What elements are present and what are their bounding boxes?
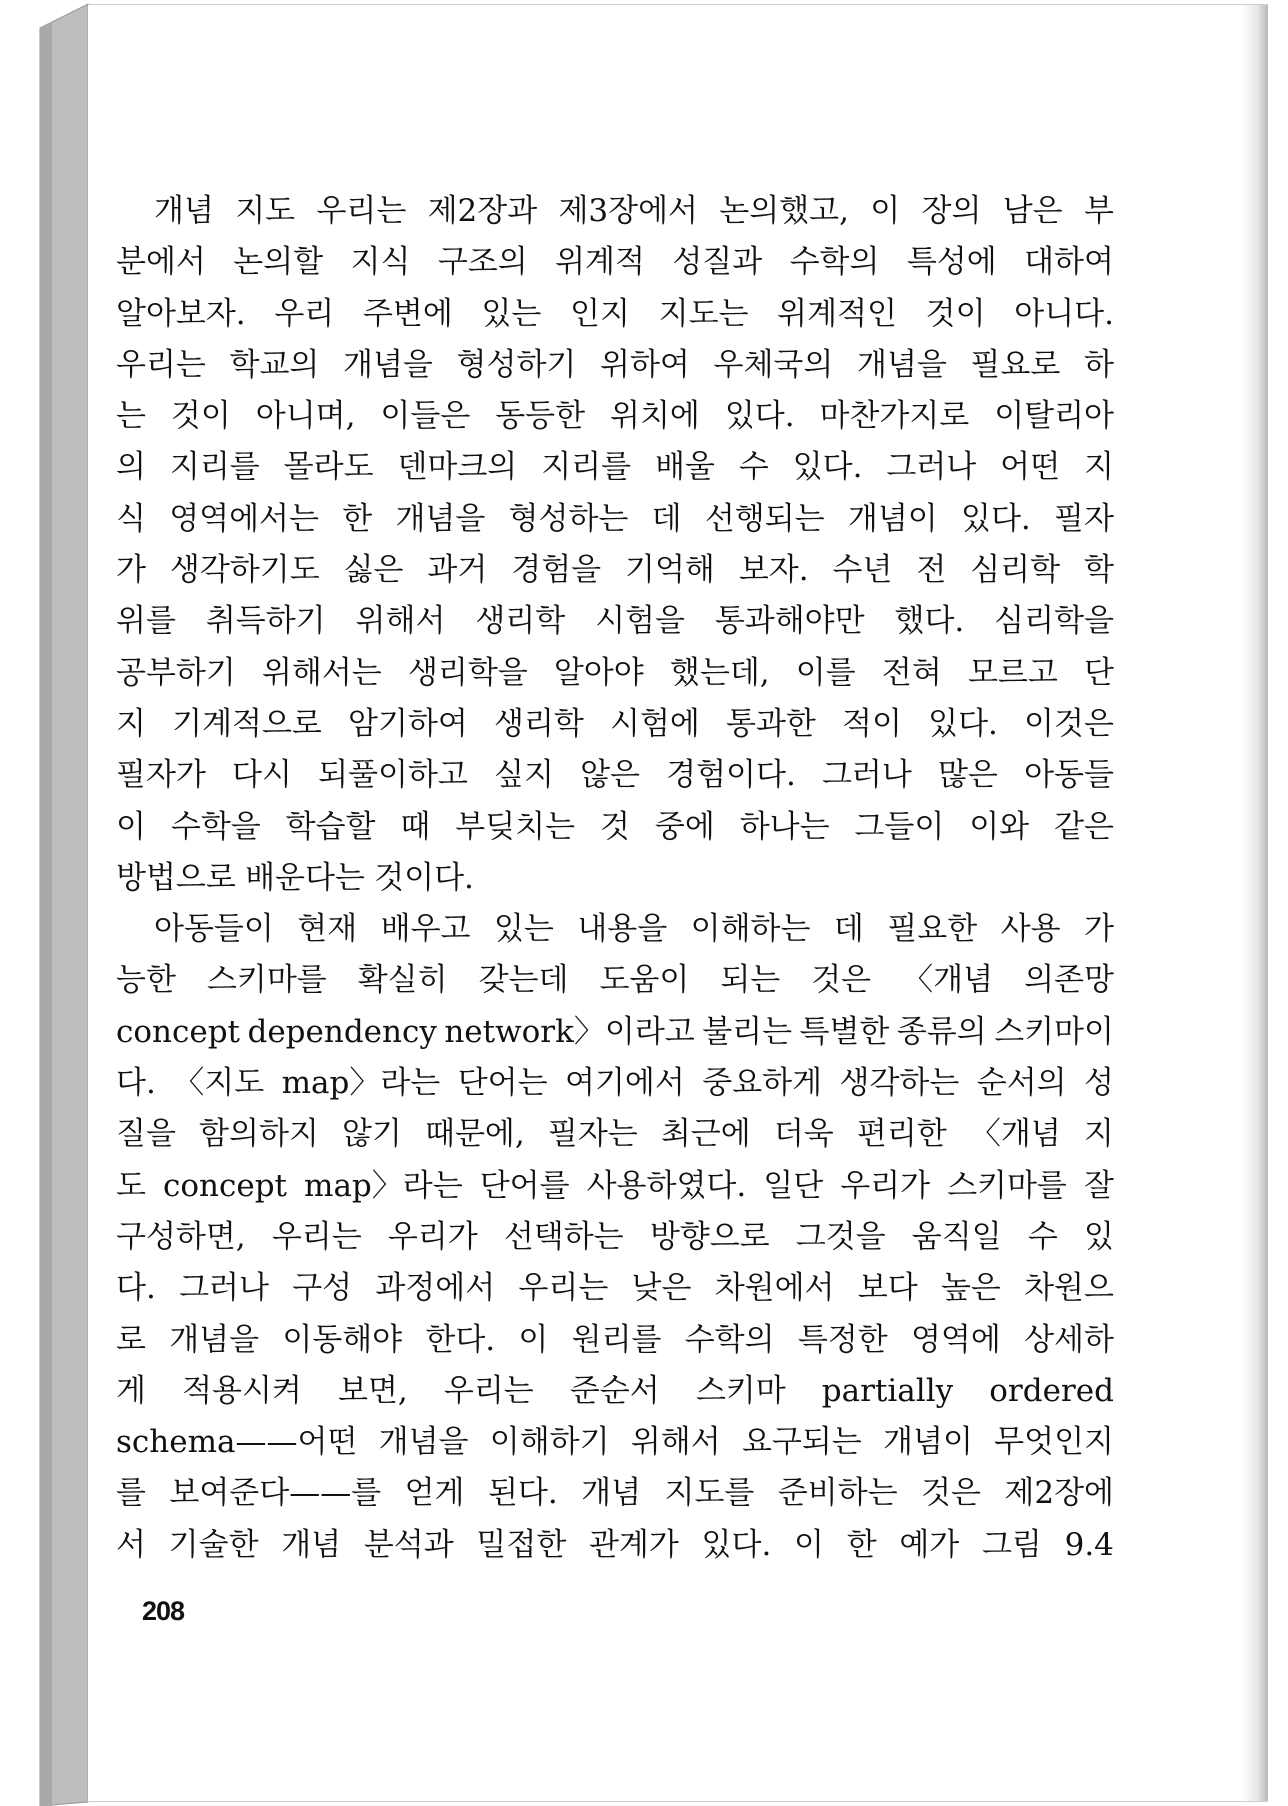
word: 준순서 (569, 1372, 660, 1409)
word: 한 (846, 1526, 877, 1563)
text-line (116, 186, 1114, 237)
text-line (116, 442, 1114, 493)
word: 분에서 (116, 244, 206, 281)
word: 남은 (1002, 193, 1063, 229)
word: 학습할 (285, 808, 376, 845)
word: 제2장에 (1004, 1475, 1114, 1512)
word: 배울 (654, 449, 715, 486)
word: 〈개념 (969, 1116, 1061, 1153)
word: 것이 (170, 398, 231, 435)
word: 필요한 (887, 911, 978, 948)
text-line (116, 1109, 1114, 1160)
word: 불리는 (702, 1013, 793, 1050)
word: 관계가 (588, 1526, 679, 1563)
word: 분석과 (363, 1526, 454, 1563)
word: 중에 (654, 808, 715, 845)
word: 한다. (425, 1321, 496, 1358)
word: 싶지 (494, 757, 554, 794)
word: 의존망 (1024, 962, 1114, 999)
word: 내용을 (577, 911, 668, 948)
word: concept (116, 1013, 240, 1050)
word: 통과한 (726, 705, 816, 742)
text-line (116, 289, 1114, 340)
word: 영역에서는 (169, 500, 319, 537)
word: 가 (116, 552, 146, 589)
word: 개념을 (378, 1424, 469, 1461)
word: 능한 (116, 962, 176, 999)
word: 우리는 (443, 1372, 534, 1409)
word: 방향으로 (649, 1218, 770, 1255)
word: 의 (116, 449, 146, 486)
word: 수년 (832, 552, 893, 589)
word: 사용 (1000, 911, 1061, 948)
word: schema——어떤 (116, 1424, 358, 1461)
word: 준비하는 (777, 1475, 898, 1512)
word: 예가 (899, 1526, 960, 1563)
word: 이 (518, 1321, 549, 1358)
word: 싫은 (343, 552, 404, 589)
word: map〉라는 (281, 1065, 441, 1102)
word: 기억해 (625, 552, 715, 589)
word: 스키마 (695, 1372, 786, 1409)
word: 위해서 (355, 603, 446, 640)
word: 위해서는 (261, 654, 382, 691)
word: 식 (116, 500, 146, 537)
word: 수학의 (789, 244, 880, 281)
text-line (116, 1468, 1114, 1519)
word: 질을 (116, 1116, 176, 1153)
word: 아니다. (1014, 295, 1114, 332)
word: 심리학 (970, 552, 1061, 589)
word: 이 (794, 1526, 824, 1563)
word: 과거 (427, 552, 488, 589)
word: 개념을 (343, 346, 433, 383)
word: 개념이 (847, 500, 938, 537)
word: 우리 (274, 295, 335, 332)
word: dependency (247, 1013, 437, 1050)
word: 잘 (1083, 1167, 1114, 1204)
body-text (116, 186, 1114, 1571)
word: 우리는 (518, 1270, 609, 1307)
text-line (116, 955, 1114, 1006)
word: 필자는 (547, 1116, 638, 1153)
word: 적이 (842, 705, 902, 742)
word: 단어를 (479, 1167, 570, 1204)
word: 게 (116, 1372, 146, 1409)
word: 기계적으로 (172, 705, 322, 742)
book-spine (0, 0, 100, 1806)
word: 논의했고, (719, 193, 849, 229)
word: 지리를 (541, 449, 632, 486)
word: 우리는 (116, 346, 206, 383)
word: 시험에 (610, 705, 700, 742)
word: 개념을 (395, 500, 486, 537)
word: 로 (116, 1321, 146, 1358)
word: 주변에 (362, 295, 453, 332)
word: 영역에 (910, 1321, 1001, 1358)
word: 심리학을 (994, 603, 1114, 640)
word: 개념 (581, 1475, 642, 1512)
word: 이해하기 (489, 1424, 610, 1461)
word: 학교의 (229, 346, 320, 383)
word: 하 (1084, 346, 1114, 383)
word: 것이다. (374, 859, 474, 896)
word: 수 (1027, 1218, 1058, 1255)
word: 선행되는 (704, 500, 825, 537)
word: 위를 (116, 603, 176, 640)
word: 움직일 (911, 1218, 1002, 1255)
word: 논의할 (233, 244, 324, 281)
word: 데 (833, 911, 864, 948)
word: partially (821, 1372, 954, 1409)
word: 동등한 (495, 398, 586, 435)
word: 보면, (338, 1372, 408, 1409)
word: 〈지도 (173, 1065, 265, 1102)
word: 구조의 (437, 244, 528, 281)
word: 얻게 (404, 1475, 465, 1512)
word: 지도를 (664, 1475, 755, 1512)
text-line (116, 340, 1114, 391)
word: 생리학 (475, 603, 566, 640)
word: 않은 (580, 757, 640, 794)
word: 원리를 (571, 1321, 662, 1358)
word: 때문에, (425, 1116, 525, 1153)
word: 보다 (857, 1270, 918, 1307)
word: 그들이 (854, 808, 945, 845)
word: 취득하기 (205, 603, 326, 640)
word: 하나는 (739, 808, 830, 845)
word: 경험이다. (666, 757, 796, 794)
word: 차원으 (1024, 1270, 1114, 1307)
word: 것이 (925, 295, 986, 332)
word: 아동들이 (154, 911, 274, 948)
word: 보자. (738, 552, 809, 589)
word: 가 (1084, 911, 1114, 948)
text-line (116, 494, 1114, 545)
word: 것은 (921, 1475, 981, 1512)
word: 순서의 (976, 1065, 1067, 1102)
word: 그러나 (821, 757, 912, 794)
text-line (116, 596, 1114, 647)
word: 암기하여 (348, 705, 468, 742)
word: 확실히 (357, 962, 448, 999)
word: 지리를 (169, 449, 260, 486)
text-line (116, 1058, 1114, 1109)
word: 중요하게 (702, 1065, 823, 1102)
word: 이들은 (380, 398, 471, 435)
word: 함의하지 (199, 1116, 319, 1153)
word: 위해서 (630, 1424, 721, 1461)
word: 이것은 (1024, 705, 1114, 742)
word: 통과해야만 (714, 603, 865, 640)
word: 아니며, (255, 398, 356, 435)
word: 더욱 (773, 1116, 834, 1153)
word: 덴마크의 (397, 449, 518, 486)
word: 있다. (961, 500, 1031, 537)
word: 구성하면, (116, 1218, 246, 1255)
text-line (116, 1417, 1114, 1468)
word: 위계적 (555, 244, 645, 281)
word: 되는 (720, 962, 781, 999)
word: 기술한 (168, 1526, 259, 1563)
word: 여기에서 (565, 1065, 685, 1102)
word: 마찬가지로 (819, 398, 970, 435)
word: 것은 (811, 962, 872, 999)
word: 전 (916, 552, 947, 589)
word: 개념 (281, 1526, 342, 1563)
word: 높은 (940, 1270, 1001, 1307)
word: 사용하였다. (586, 1167, 747, 1204)
word: concept (163, 1167, 287, 1204)
word: 알아보자. (116, 295, 246, 332)
word: 그러나 (179, 1270, 269, 1307)
word: 수 (738, 449, 769, 486)
word: 보여준다——를 (169, 1475, 382, 1512)
word: 그것을 (795, 1218, 886, 1255)
word: 지도 (235, 193, 296, 229)
word: 있는 (493, 911, 554, 948)
page-edge-shadow (1242, 5, 1268, 1801)
word: 장의 (921, 193, 982, 229)
word: 제2장과 (427, 193, 538, 229)
text-line (116, 1315, 1114, 1366)
word: 최근에 (660, 1116, 751, 1153)
word: 생리학을 (407, 654, 528, 691)
word: 않기 (341, 1116, 402, 1153)
word: 현재 (297, 911, 358, 948)
word: 있 (1083, 1218, 1114, 1255)
word: 모르고 (967, 654, 1058, 691)
word: 위치에 (610, 398, 700, 435)
word: 개념 (154, 193, 214, 229)
word: 지 (116, 705, 146, 742)
word: 공부하기 (116, 654, 236, 691)
word: map〉라는 (304, 1167, 463, 1204)
word: 단 (1083, 654, 1114, 691)
word: 배운다는 (245, 859, 365, 896)
word: 는 (116, 398, 146, 435)
word: 필요로 (970, 346, 1061, 383)
word: 했는데, (669, 654, 770, 691)
word: network〉이라고 (444, 1013, 695, 1050)
word: 배우고 (380, 911, 471, 948)
word: 방법으로 (116, 859, 236, 896)
word: 있다. (701, 1526, 772, 1563)
word: 이를 (795, 654, 856, 691)
word: 성질과 (672, 244, 763, 281)
word: 이탈리아 (994, 398, 1114, 435)
word: 부 (1083, 193, 1114, 229)
word: 성 (1084, 1065, 1114, 1102)
word: 시험을 (595, 603, 685, 640)
text-line (116, 237, 1114, 288)
word: 도 (116, 1167, 146, 1204)
word: 일단 (763, 1167, 824, 1204)
word: 우리가 (387, 1218, 478, 1255)
text-line (116, 391, 1114, 442)
word: 낮은 (631, 1270, 692, 1307)
word: 무엇인지 (994, 1424, 1114, 1461)
word: 경험을 (511, 552, 602, 589)
word: ordered (989, 1372, 1114, 1409)
word: 수학을 (170, 808, 261, 845)
word: 이해하는 (690, 911, 811, 948)
word: 특성에 (906, 244, 997, 281)
word: 데 (651, 500, 682, 537)
word: 필자가 (116, 757, 206, 794)
word: 우리는 (271, 1218, 362, 1255)
word: 있다. (928, 705, 998, 742)
word: 있다. (724, 398, 795, 435)
word: 생각하기도 (169, 552, 320, 589)
word: 우리는 (316, 193, 407, 229)
word: 그러나 (886, 449, 977, 486)
text-line (116, 1366, 1114, 1417)
word: 학 (1084, 552, 1114, 589)
word: 많은 (937, 757, 998, 794)
word: 갖는데 (478, 962, 569, 999)
word: 수학의 (684, 1321, 775, 1358)
word: 구성 (292, 1270, 353, 1307)
word: 그림 (981, 1526, 1042, 1563)
text-line (116, 1520, 1114, 1571)
word: 다. (116, 1270, 156, 1307)
word: 생리학 (494, 705, 584, 742)
text-line (116, 802, 1114, 853)
word: 개념이 (883, 1424, 973, 1461)
word: 선택하는 (503, 1218, 624, 1255)
word: 다시 (232, 757, 292, 794)
text-line (116, 1212, 1114, 1263)
word: 전혀 (881, 654, 942, 691)
word: 스키마이 (994, 1013, 1114, 1050)
word: 위하여 (600, 346, 690, 383)
word: 생각하는 (839, 1065, 960, 1102)
word: 이와 (969, 808, 1030, 845)
word: 편리한 (856, 1116, 947, 1153)
word: 지 (1083, 1116, 1114, 1153)
text-line (116, 648, 1114, 699)
word: 단어는 (457, 1065, 548, 1102)
word: 형성하기 (456, 346, 577, 383)
word: 것 (600, 808, 630, 845)
word: 밀접한 (476, 1526, 567, 1563)
word: 특정한 (797, 1321, 888, 1358)
word: 필자 (1054, 500, 1114, 537)
word: 된다. (487, 1475, 558, 1512)
word: 를 (116, 1475, 146, 1512)
word: 특별한 (799, 1013, 890, 1050)
word: 우체국의 (713, 346, 834, 383)
word: 몰라도 (283, 449, 374, 486)
word: 지식 (350, 244, 411, 281)
word: 부딪치는 (455, 808, 576, 845)
word: 있는 (481, 295, 542, 332)
text-line (116, 1263, 1114, 1314)
word: 종류의 (896, 1013, 987, 1050)
word: 우리가 (840, 1167, 931, 1204)
word: 있다. (792, 449, 863, 486)
text-line (116, 1007, 1114, 1058)
word: 제3장에서 (558, 193, 698, 229)
text-line (116, 853, 1114, 904)
word: 이동해야 (282, 1321, 403, 1358)
word: 지도는 (658, 295, 749, 332)
word: 요구되는 (741, 1424, 862, 1461)
word: 〈개념 (902, 962, 994, 999)
word: 개념을 (169, 1321, 260, 1358)
word: 스키마를 (947, 1167, 1067, 1204)
text-line (116, 750, 1114, 801)
word: 한 (342, 500, 373, 537)
word: 어떤 (1000, 449, 1061, 486)
word: 도움이 (599, 962, 690, 999)
text-line (116, 699, 1114, 750)
word: 9.4 (1064, 1526, 1114, 1563)
word: 했다. (894, 603, 965, 640)
word: 이 (116, 808, 146, 845)
text-line (116, 904, 1114, 955)
word: 과정에서 (375, 1270, 496, 1307)
text-line (116, 1161, 1114, 1212)
word: 차원에서 (714, 1270, 835, 1307)
word: 개념을 (857, 346, 947, 383)
page-number: 208 (142, 1596, 185, 1626)
word: 같은 (1054, 808, 1114, 845)
word: 형성하는 (508, 500, 629, 537)
word: 알아야 (553, 654, 644, 691)
text-line (116, 545, 1114, 596)
word: 되풀이하고 (318, 757, 468, 794)
word: 대하여 (1024, 244, 1114, 281)
word: 다. (116, 1065, 156, 1102)
word: 위계적인 (777, 295, 897, 332)
word: 상세하 (1024, 1321, 1114, 1358)
word: 적용시켜 (182, 1372, 302, 1409)
word: 이 (870, 193, 901, 229)
word: 지 (1084, 449, 1114, 486)
word: 때 (400, 808, 431, 845)
word: 인지 (570, 295, 630, 332)
word: 서 (116, 1526, 146, 1563)
word: 아동들 (1024, 757, 1114, 794)
word: 스키마를 (206, 962, 327, 999)
